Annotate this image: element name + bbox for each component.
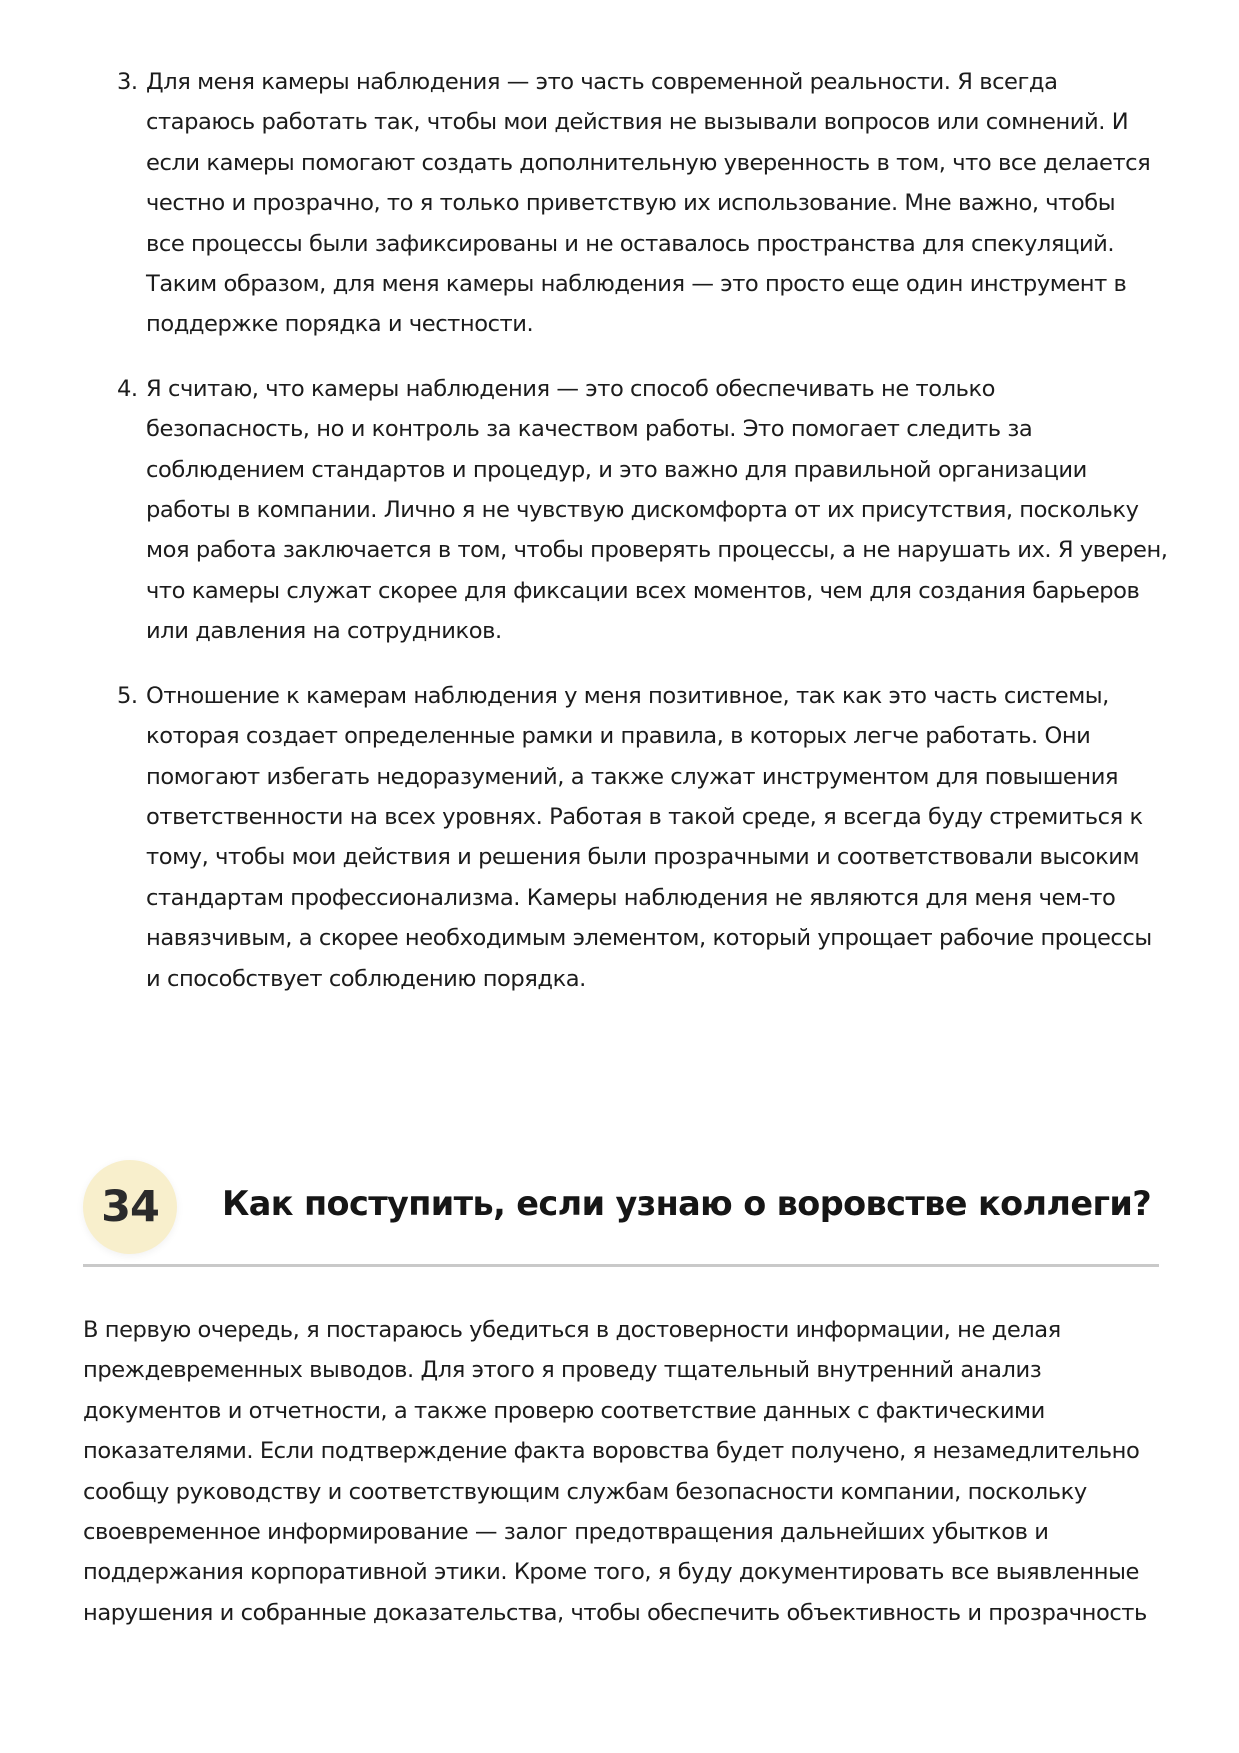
text-line: стараюсь работать так, чтобы мои действия не вызывали вопросов или сомнений. И xyxy=(146,109,1129,136)
text-line: поддержке порядка и честности. xyxy=(146,311,534,338)
text-line: документов и отчетности, а также проверю соответствие данных с фактическими xyxy=(83,1397,1045,1424)
text-line: которая создает определенные рамки и правила, в которых легче работать. Они xyxy=(146,723,1091,750)
text-line: что камеры служат скорее для фиксации всех моментов, чем для создания барьеров xyxy=(146,577,1140,604)
text-line: своевременное информирование — залог предотвращения дальнейших убытков и xyxy=(83,1519,1049,1546)
text-line: честно и прозрачно, то я только приветствую их использование. Мне важно, чтобы xyxy=(146,190,1116,217)
text-line: если камеры помогают создать дополнительную уверенность в том, что все делается xyxy=(146,149,1151,176)
answer-list xyxy=(83,62,1168,1023)
text-line: моя работа заключается в том, чтобы проверять процессы, а не нарушать их. Я уверен, xyxy=(146,537,1168,564)
text-line: поддержания корпоративной этики. Кроме того, я буду документировать все выявленные xyxy=(83,1559,1139,1586)
text-line: ответственности на всех уровнях. Работая в такой среде, я всегда буду стремиться к xyxy=(146,803,1143,830)
section-number: 34 xyxy=(101,1182,159,1232)
text-line: тому, чтобы мои действия и решения были прозрачными и соответствовали высоким xyxy=(146,844,1140,871)
answer-item-4 xyxy=(83,369,1168,652)
list-number: 4. xyxy=(117,375,138,402)
list-number: 5. xyxy=(117,682,138,709)
section-divider xyxy=(83,1264,1159,1267)
text-line: все процессы были зафиксированы и не оставалось пространства для спекуляций. xyxy=(146,230,1115,257)
answer-item-5 xyxy=(83,676,1168,999)
text-line: нарушения и собранные доказательства, чтобы обеспечить объективность и прозрачность xyxy=(83,1599,1147,1626)
text-line: показателями. Если подтверждение факта воровства будет получено, я незамедлительно xyxy=(83,1438,1140,1465)
answer-item-3 xyxy=(83,62,1168,345)
text-line: В первую очередь, я постараюсь убедиться в достоверности информации, не делая xyxy=(83,1317,1061,1343)
section-header xyxy=(83,1160,1159,1266)
text-line: Для меня камеры наблюдения — это часть современной реальности. Я всегда xyxy=(146,69,1058,95)
text-line: сообщу руководству и соответствующим службам безопасности компании, поскольку xyxy=(83,1478,1087,1505)
text-line: преждевременных выводов. Для этого я проведу тщательный внутренний анализ xyxy=(83,1357,1042,1384)
text-line: помогают избегать недоразумений, а также служат инструментом для повышения xyxy=(146,763,1119,790)
text-line: Я считаю, что камеры наблюдения — это способ обеспечивать не только xyxy=(146,375,996,402)
text-line: стандартам профессионализма. Камеры наблюдения не являются для меня чем-то xyxy=(146,884,1116,911)
text-line: соблюдением стандартов и процедур, и это важно для правильной организации xyxy=(146,456,1087,483)
text-line: навязчивым, а скорее необходимым элементом, который упрощает рабочие процессы xyxy=(146,925,1152,952)
text-line: Отношение к камерам наблюдения у меня позитивное, так как это часть системы, xyxy=(146,682,1109,709)
answer-paragraph xyxy=(83,1310,1183,1633)
list-number: 3. xyxy=(117,69,138,95)
text-line: Таким образом, для меня камеры наблюдения — это просто еще один инструмент в xyxy=(146,271,1127,298)
text-line: и способствует соблюдению порядка. xyxy=(146,965,586,992)
text-line: работы в компании. Лично я не чувствую дискомфорта от их присутствия, поскольку xyxy=(146,497,1139,524)
section-number-badge xyxy=(83,1160,177,1254)
section-title: Как поступить, если узнаю о воровстве коллеги? xyxy=(222,1184,1152,1223)
text-line: или давления на сотрудников. xyxy=(146,618,502,645)
text-line: безопасность, но и контроль за качеством работы. Это помогает следить за xyxy=(146,416,1033,443)
